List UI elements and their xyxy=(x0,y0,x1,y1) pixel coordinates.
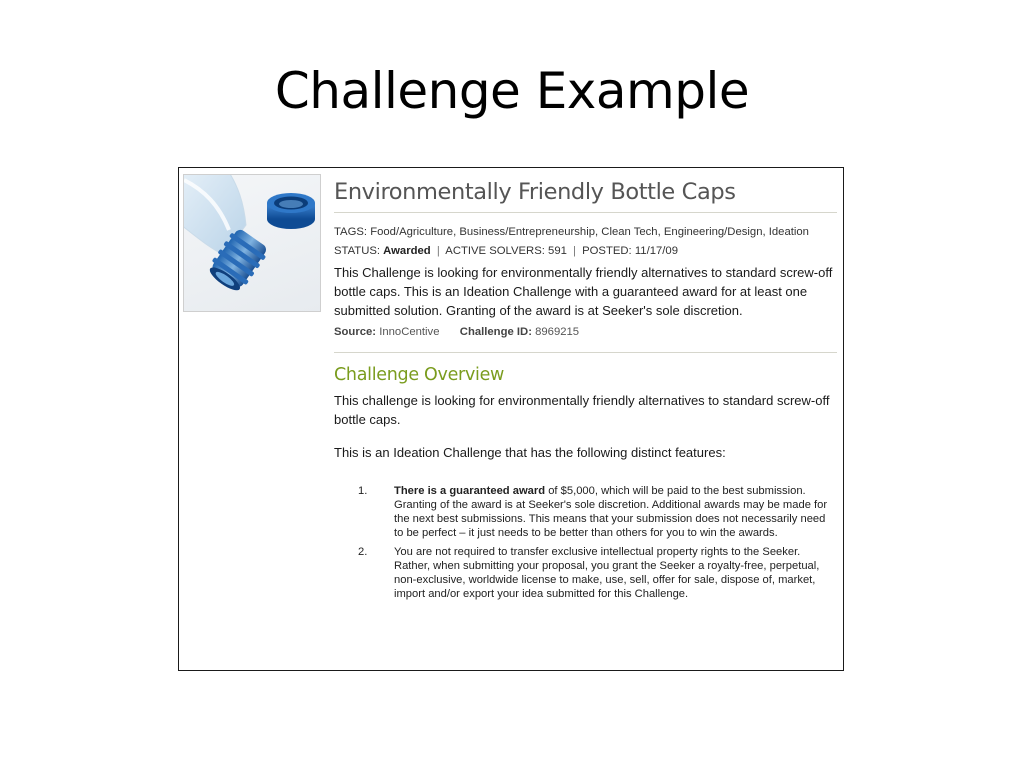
source-label: Source: xyxy=(334,326,377,338)
feature-text: of $5,000, which will be paid to the best submission. Granting of the award is at Seeker's sole discretion. Additional awards may be made for the next best submissions. This means that your submission does not necessarily need to be perfect – it just needs to be better than others for you to win the awards. xyxy=(394,485,828,539)
solvers-label: ACTIVE SOLVERS: xyxy=(445,245,545,257)
solvers-value: 591 xyxy=(548,245,567,257)
status-label: STATUS: xyxy=(334,245,381,257)
status-line: STATUS: Awarded | ACTIVE SOLVERS: 591 | POSTED: 11/17/09 xyxy=(334,245,678,257)
challenge-id-value: 8969215 xyxy=(535,326,580,338)
status-value: Awarded xyxy=(383,245,431,257)
list-item xyxy=(334,545,837,601)
overview-paragraph-2: This is an Ideation Challenge that has the following distinct features: xyxy=(334,445,726,460)
challenge-screenshot xyxy=(178,167,844,671)
challenge-title: Environmentally Friendly Bottle Caps xyxy=(334,176,837,213)
challenge-details xyxy=(334,174,837,606)
feature-bold: There is a guaranteed award xyxy=(394,485,546,497)
list-number: 2. xyxy=(358,546,368,558)
overview-paragraph-1: This challenge is looking for environmentally friendly alternatives to standard screw-off bottle caps. xyxy=(334,393,830,427)
challenge-description: This Challenge is looking for environmentally friendly alternatives to standard screw-off bottle caps. This is an Ideation Challenge with a guaranteed award for at least one submitted solution. Granting of the award is at Seeker's sole discretion. xyxy=(334,265,833,318)
posted-label: POSTED: xyxy=(582,245,632,257)
bottle-cap-image xyxy=(183,174,321,312)
feature-text: You are not required to transfer exclusive intellectual property rights to the Seeker. Rather, when submitting your proposal, you grant the Seeker a royalty-free, perpetual, non-exclusive, worldwide license to make, use, sell, offer for sale, dispose of, market, import and/or export your idea submitted for this Challenge. xyxy=(394,546,820,600)
source-value: InnoCentive xyxy=(379,326,440,338)
overview-heading: Challenge Overview xyxy=(334,365,505,385)
list-item xyxy=(334,484,837,540)
challenge-id-label: Challenge ID: xyxy=(459,326,532,338)
source-line xyxy=(334,326,837,353)
tags-line xyxy=(334,225,837,239)
list-number: 1. xyxy=(358,485,368,497)
posted-value: 11/17/09 xyxy=(634,245,678,257)
tags-value: Food/Agriculture, Business/Entrepreneurship, Clean Tech, Engineering/Design, Ideation xyxy=(370,226,809,238)
features-list xyxy=(334,484,837,601)
slide-title: Challenge Example xyxy=(274,62,750,120)
tags-label: TAGS: xyxy=(334,226,368,238)
bottle-cap-icon xyxy=(184,175,321,312)
